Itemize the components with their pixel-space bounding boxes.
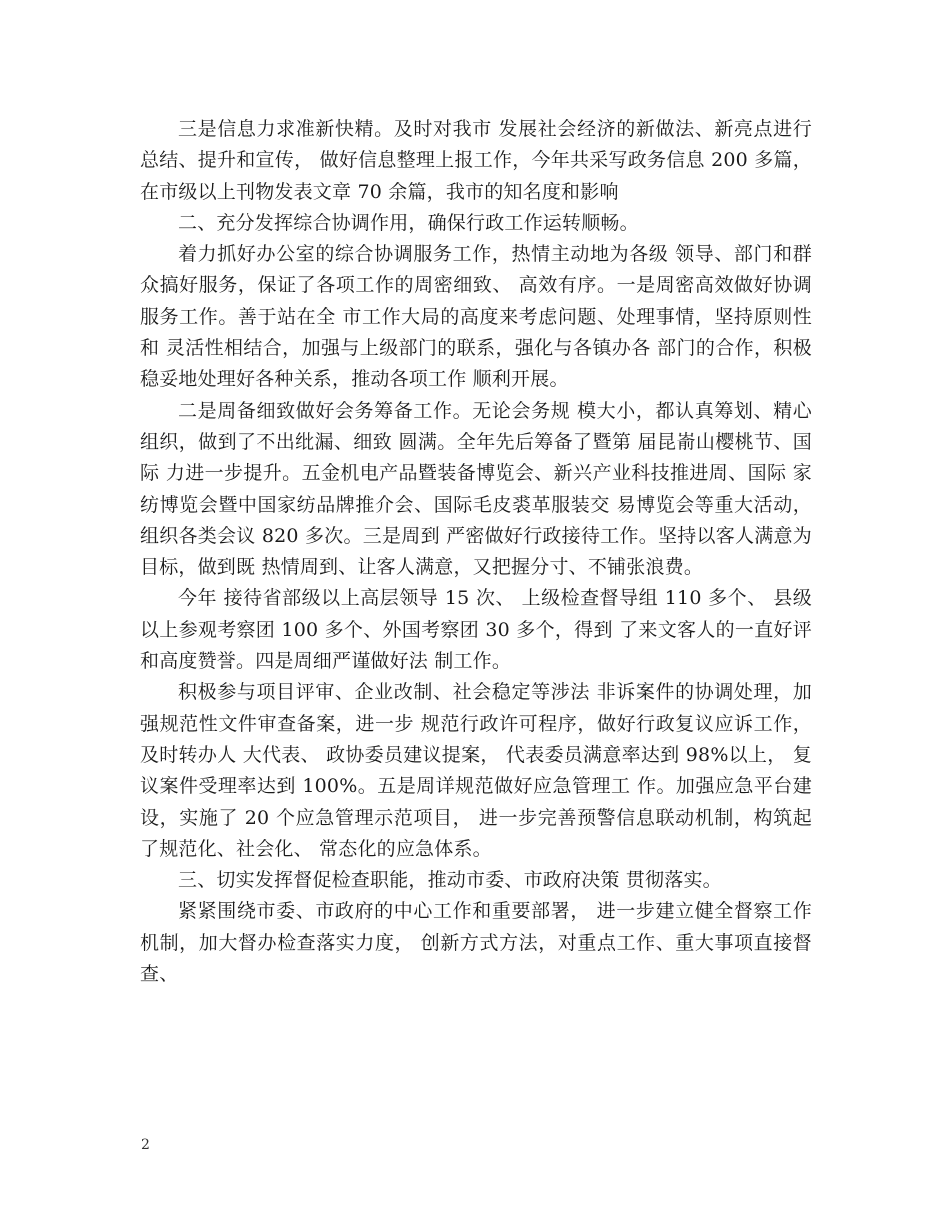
paragraph-supervision-mechanism: 紧紧围绕市委、市政府的中心工作和重要部署， 进一步建立健全督察工作机制，加大督办检查落实力度， 创新方式方法，对重点工作、重大事项直接督查、 [140,900,812,986]
paragraph-coordination-service: 着力抓好办公室的综合协调服务工作，热情主动地为各级 领导、部门和群众搞好服务，保证了各项工作的周密细致、 高效有序。一是周密高效做好协调服务工作。善于站在全 市工作大局的高度来考虑问题、处理事情，坚持原则性和 灵活性相结合，加强与上级部门的联系，强化与各镇办各 部门的合作，积极稳妥地处理好各种关系，推动各项工作 顺利开展。 [140,243,812,391]
paragraph-legal-emergency: 积极参与项目评审、企业改制、社会稳定等涉法 非诉案件的协调处理，加强规范性文件审查备案，进一步 规范行政许可程序，做好行政复议应诉工作，及时转办人 大代表、 政协委员建议提案， 代表委员满意率达到 98%以上， 复议案件受理率达到 100%。五是周详规范做好应急管理工 作。加强应急平台建设，实施了 20 个应急管理示范项目， 进一步完善预警信息联动机制，构筑起了规范化、社会化、 常态化的应急体系。 [140,681,812,860]
page-number: 2 [141,1137,150,1153]
paragraph-conference-preparation: 二是周备细致做好会务筹备工作。无论会务规 模大小，都认真筹划、精心组织，做到了不出纰漏、细致 圆满。全年先后筹备了暨第 届昆嵛山樱桃节、国际 力进一步提升。五金机电产品暨装备博览会、新兴产业科技推进周、国际 家纺博览会暨中国家纺品牌推介会、国际毛皮裘革服装交 易博览会等重大活动，组织各类会议 820 多次。三是周到 严密做好行政接待工作。坚持以客人满意为目标，做到既 热情周到、让客人满意，又把握分寸、不铺张浪费。 [140,399,812,579]
paragraph-info-work: 三是信息力求准新快精。及时对我市 发展社会经济的新做法、新亮点进行总结、提升和宣传， 做好信息整理上报工作，今年共采写政务信息 200 多篇， 在市级以上刊物发表文章 70 余篇，我市的知名度和影响 [140,118,812,203]
section-heading-supervision: 三、切实发挥督促检查职能，推动市委、市政府决策 贯彻落实。 [178,869,722,892]
document-body [140,114,812,990]
section-heading-coordination: 二、充分发挥综合协调作用，确保行政工作运转顺畅。 [178,211,639,234]
paragraph-reception-stats: 今年 接待省部级以上高层领导 15 次、 上级检查督导组 110 多个、 县级以上参观考察团 100 多个、外国考察团 30 多个，得到 了来文客人的一直好评和高度赞誉。四是周细严谨做好法 制工作。 [140,587,812,673]
